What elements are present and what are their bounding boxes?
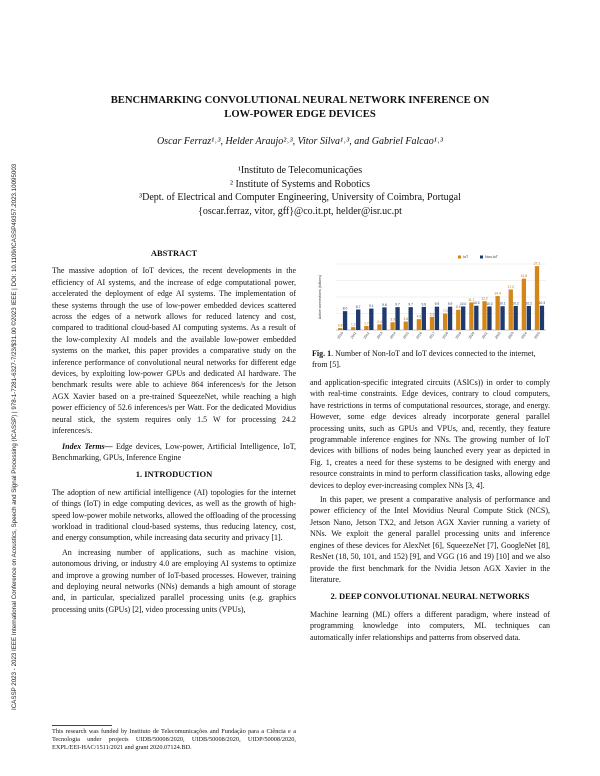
title-line-2: LOW-POWER EDGE DEVICES [224, 109, 376, 120]
bar-non-iot [356, 309, 360, 330]
x-tick-label: 2016 [415, 331, 423, 340]
paper-title [60, 94, 540, 122]
data-label-iot: 12.2 [481, 296, 488, 301]
bar-iot [377, 324, 381, 330]
affiliation-2: ² Institute of Systems and Robotics [230, 178, 370, 190]
x-tick-label: 2024 [520, 331, 528, 340]
bar-non-iot [369, 309, 373, 330]
x-tick-label: 2023 [507, 331, 515, 340]
data-label-iot: 8.6 [455, 305, 461, 310]
affiliation-3: ³Dept. of Electrical and Computer Engineering, University of Coimbra, Portugal [139, 192, 461, 203]
intro-paragraph-1: The adoption of new artificial intelligence (AI) topologies for the internet of things (IoT) in edge computing devices, as well as the growth of high-speed low-power mobile networks, allowed the offloading of the processing workload in traditional cloud-based systems, thus reducing latency, cost, and energy consumption, while increasing data security and privacy [1]. [52, 487, 296, 543]
bar-non-iot [540, 306, 544, 330]
bar-non-iot [382, 307, 386, 330]
bar-iot [469, 302, 473, 330]
ieee-sidebar [5, 70, 17, 710]
data-label-non-iot: 9.9 [447, 302, 453, 307]
section-2-heading: 2. DEEP CONVOLUTIONAL NEURAL NETWORKS [330, 591, 530, 602]
data-label-iot: 14.4 [494, 291, 501, 296]
bar-iot [443, 314, 447, 331]
bar-iot [509, 289, 513, 330]
abstract-text: The massive adoption of IoT devices, the recent developments in the efficiency of AI systems, and the increase of edge computational power, accelerated the deployment of edge AI systems. The implementation of these systems through the use of low-power embedded devices scattered across the edges of a network allows for reduced latency and cost, compared to traditional cloud-based AI computing systems. As a result of the low-complexity AI models and the available low-power embedded systems on the market, this paper provides a comparative study on the inference performance of convolutional neural networks for different edge devices, by exploiting low-power GPUs and dedicated AI hardware. The benchmark results were able to achieve 864 inferences/s for the Jetson AGX Xavier based on a pre-trained SqueezeNet, while reaching a high power efficiency of 52.6 inferences/s per Watt. For the dedicated Movidius neural stick, the system requires only 1.5 W for processing 24.2 inferences/s. [52, 266, 296, 436]
bar-non-iot [527, 306, 531, 330]
data-label-iot: 27.1 [533, 261, 541, 266]
x-tick-label: 2021 [480, 331, 489, 340]
data-label-iot: 0.8 [337, 323, 343, 328]
data-label-non-iot: 10.3 [473, 301, 480, 306]
bar-non-iot [395, 307, 399, 330]
x-tick-label: 2020 [467, 331, 476, 340]
data-label-iot: 21.8 [520, 274, 528, 279]
abstract-heading: ABSTRACT [150, 248, 198, 258]
x-tick-label: 2014 [389, 331, 397, 340]
data-label-non-iot: 9.1 [369, 304, 374, 309]
data-label-non-iot: 9.7 [395, 302, 400, 307]
bar-non-iot [422, 307, 426, 330]
affiliations [60, 164, 540, 218]
figure-caption-text: . Number of Non-IoT and IoT devices connected to the internet, from [5]. [312, 349, 536, 369]
data-label-non-iot: 10.3 [538, 301, 546, 306]
data-label-non-iot: 9.9 [434, 302, 440, 307]
legend-swatch-iot [458, 256, 461, 259]
index-terms [52, 441, 296, 464]
data-label-iot: 7.0 [442, 309, 448, 313]
bar-non-iot [500, 306, 504, 330]
x-tick-label: 2015 [402, 331, 410, 340]
data-label-non-iot: 10.2 [512, 301, 519, 306]
data-label-iot: 4.6 [416, 314, 422, 319]
figure-caption [312, 348, 550, 370]
legend-swatch-non-iot [480, 256, 483, 259]
bar-non-iot [474, 306, 478, 330]
bar-iot [417, 319, 421, 330]
legend-label-iot: IoT [463, 255, 469, 259]
data-label-iot: 1.2 [350, 322, 356, 327]
intro-heading: 1. INTRODUCTION [135, 469, 213, 480]
bar-iot [351, 327, 355, 330]
data-label-non-iot: 10.1 [499, 301, 506, 306]
funding-footnote: This research was funded by Instituto de Telecomunicações and Fundação para a Ciência e a Tecnologia under projects UIDB/50008/2020, UIDB/50008/2020, UIDP/50008/2020, EXPL/EEI-HAC/1511/2021 and grant 2020.07124.BD. [52, 728, 296, 751]
data-label-non-iot: 9.7 [408, 302, 413, 307]
title-line-1: BENCHMARKING CONVOLUTIONAL NEURAL NETWORK INFERENCE ON [110, 95, 490, 106]
affiliation-1: ¹Instituto de Telecomunicações [237, 165, 363, 176]
index-terms-label: Index Terms— [62, 441, 113, 451]
x-tick-label: 2022 [494, 331, 502, 340]
iot-devices-bar-chart [312, 252, 550, 348]
legend-label-non-iot: Non-IoT [485, 255, 498, 259]
intro-paragraph-2: An increasing number of applications, such as machine vision, autonomous driving, or industry 4.0 are employing AI systems to optimize and improve a growing number of IoT-based processes. However, training and deploying neural networks (NNs) demands a high amount of storage and, in particular, specialized parallel processing units (e.g. graphics processing units (GPUs) [2], video processing units (VPUs), [52, 547, 296, 614]
figure-caption-label: Fig. 1 [312, 349, 332, 358]
data-label-non-iot: 9.8 [421, 302, 427, 307]
sidebar-citation: ICASSP 2023 - 2023 IEEE International Conference on Acoustics, Speech and Signal Processing (ICASSP) | 978-1-7281-6327-7/23/$31.00 ©2023 IEEE | DOI: 10.1109/ICASSP49357.2023.10095003 [11, 163, 18, 710]
section-2-paragraph-1: Machine learning (ML) offers a different paradigm, where instead of programming knowledge into computers, ML techniques can automatically infer relationships and patterns from observed data. [310, 609, 550, 642]
x-tick-label: 2011 [349, 331, 358, 340]
data-label-iot: 5.6 [429, 312, 435, 317]
data-label-non-iot: 9.6 [382, 302, 387, 307]
author-emails: {oscar.ferraz, vitor, gff}@co.it.pt, helder@isr.uc.pt [198, 205, 402, 217]
x-tick-label: 2012 [362, 331, 371, 340]
bar-iot [404, 322, 408, 330]
data-label-non-iot: 10.2 [525, 301, 533, 306]
data-label-non-iot: 10.0 [459, 301, 467, 306]
data-label-iot: 17.2 [507, 284, 514, 289]
data-label-iot: 2.4 [377, 319, 382, 324]
x-tick-label: 2018 [441, 331, 450, 340]
bar-non-iot [448, 307, 452, 330]
bar-iot [390, 322, 394, 330]
bar-non-iot [487, 306, 491, 330]
data-label-iot: 11.7 [468, 297, 475, 302]
right-paragraph-2: In this paper, we present a comparative analysis of performance and power efficiency of the Intel Movidius Neural Compute Stick (NCS), Jetson Nano, Jetson TX2, and Jetson AGX Xavier running a variety of NNs. We exploit the general parallel processing units and inference engines of these devices for AlexNet [6], SqueezeNet [7], GoogleNet [8], ResNet (18, 50, 101, and 152) [9], and VGG (16 and 19) [10] and we also provide the first benchmark for the Nvidia Jetson AGX Xavier in the literature. [310, 495, 550, 584]
data-label-non-iot: 8.0 [342, 306, 348, 311]
bar-non-iot [514, 306, 518, 330]
x-tick-label: 2019 [454, 331, 463, 340]
bar-non-iot [343, 311, 347, 330]
bar-iot [364, 326, 368, 330]
right-paragraph-1: and application-specific integrated circuits (ASICs)) in order to comply with real-time constraints. Edge devices, contrary to cloud computers, have restrictions in terms of computational resources, storage, and energy. However, some edge devices already incorporate general parallel processing units, such as GPUs and VPUs, and, recently, they feature programmable inference engines for NNs. The growing number of IoT devices with billions of nodes being launched every year as depicted in Fig. 1, creates a need for these systems to be designed with energy and resource constraints in mind to perform classification tasks, allowing edge devices to deploy ever-increasing complex NNs [3, 4]. [310, 378, 550, 490]
right-column [310, 377, 550, 646]
x-tick-label: 2017 [428, 331, 436, 340]
bar-iot [430, 317, 434, 330]
x-tick-label: 2010 [336, 331, 345, 340]
bar-iot [535, 266, 539, 330]
data-label-non-iot: 8.7 [355, 304, 361, 309]
bar-non-iot [409, 307, 413, 330]
bar-iot [456, 310, 460, 330]
x-tick-label: 2013 [375, 331, 384, 340]
data-label-iot: 3.6 [403, 317, 409, 322]
data-label-iot: 1.7 [364, 321, 369, 326]
bar-non-iot [435, 307, 439, 330]
footnote-rule [52, 725, 112, 726]
data-label-non-iot: 10.0 [486, 301, 493, 306]
index-terms-text: Edge devices, Low-power, Artificial Intelligence, IoT, Benchmarking, GPUs, Inference Engine [52, 441, 296, 462]
authors: Oscar Ferraz¹˒³, Helder Araujo²˒³, Vitor Silva¹˒³, and Gabriel Falcao¹˒³ [156, 136, 444, 147]
bar-non-iot [461, 306, 465, 330]
left-column [52, 242, 296, 618]
x-tick-label: 2025 [533, 331, 541, 340]
y-axis-label: Active connections (billions) [318, 274, 322, 320]
data-label-iot: 3.3 [390, 317, 395, 322]
bar-iot [338, 328, 342, 330]
